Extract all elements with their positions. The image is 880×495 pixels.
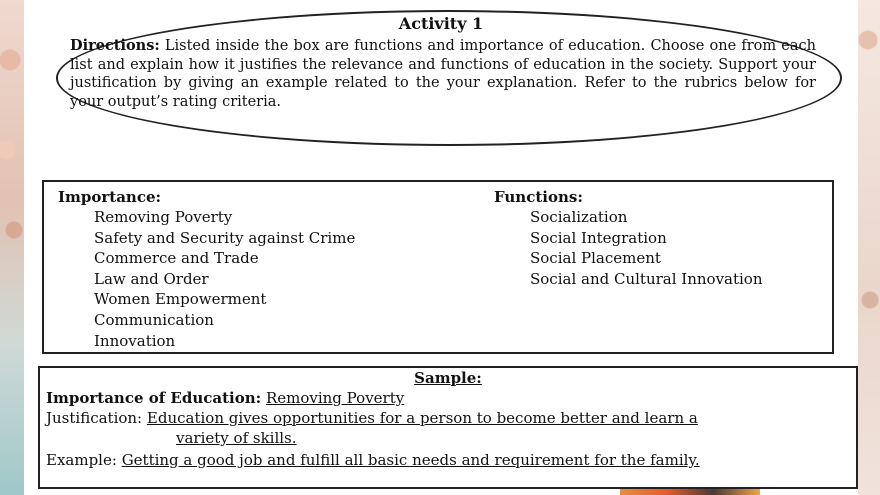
sample-example-value: Getting a good job and fulfill all basic needs and requirement for the family.: [121, 451, 700, 469]
functions-item: Social and Cultural Innovation: [530, 269, 763, 288]
sample-box: [38, 366, 858, 489]
directions-body: Listed inside the box are functions and importance of education. Choose one from each list and explain how it justifies the relevance and functions of education in the society. Support your justification by giving an example related to the your explanation. Refer to the rubrics below for your output’s rating criteria.: [70, 38, 816, 110]
lists-box: [42, 180, 834, 354]
importance-heading: Importance:: [58, 188, 162, 206]
sample-importance-label: Importance of Education:: [46, 389, 262, 407]
functions-item: Social Placement: [530, 249, 661, 268]
sample-example-line: [46, 450, 700, 470]
sample-justification-value-2: variety of skills.: [176, 429, 297, 447]
decorative-left-border: [0, 0, 24, 495]
directions-label: Directions:: [70, 37, 160, 54]
sample-importance-value: Removing Poverty: [265, 389, 405, 407]
sample-importance-line: [46, 388, 404, 408]
sample-justification-value-1: Education gives opportunities for a person to become better and learn a: [146, 409, 698, 427]
importance-item: Innovation: [94, 331, 176, 350]
importance-item: Commerce and Trade: [94, 249, 259, 268]
worksheet-page: [24, 0, 858, 495]
decorative-bottom-strip: [620, 489, 760, 495]
functions-item: Social Integration: [530, 228, 667, 247]
importance-item: Safety and Security against Crime: [94, 228, 356, 247]
importance-column: [58, 187, 478, 351]
functions-heading: Functions:: [494, 188, 583, 206]
importance-item: Removing Poverty: [94, 208, 233, 226]
importance-item: Communication: [94, 310, 214, 329]
sample-justification-line: [46, 408, 698, 428]
sample-example-label: Example:: [46, 451, 117, 469]
decorative-right-border: [858, 0, 880, 495]
functions-item: Socialization: [530, 208, 628, 226]
importance-item: Women Empowerment: [94, 290, 267, 309]
activity-title: Activity 1: [398, 14, 484, 33]
directions-text: [70, 37, 816, 111]
importance-item: Law and Order: [94, 269, 209, 288]
sample-title: Sample:: [414, 369, 482, 387]
sample-justification-label: Justification:: [46, 409, 143, 427]
functions-column: [494, 187, 824, 289]
